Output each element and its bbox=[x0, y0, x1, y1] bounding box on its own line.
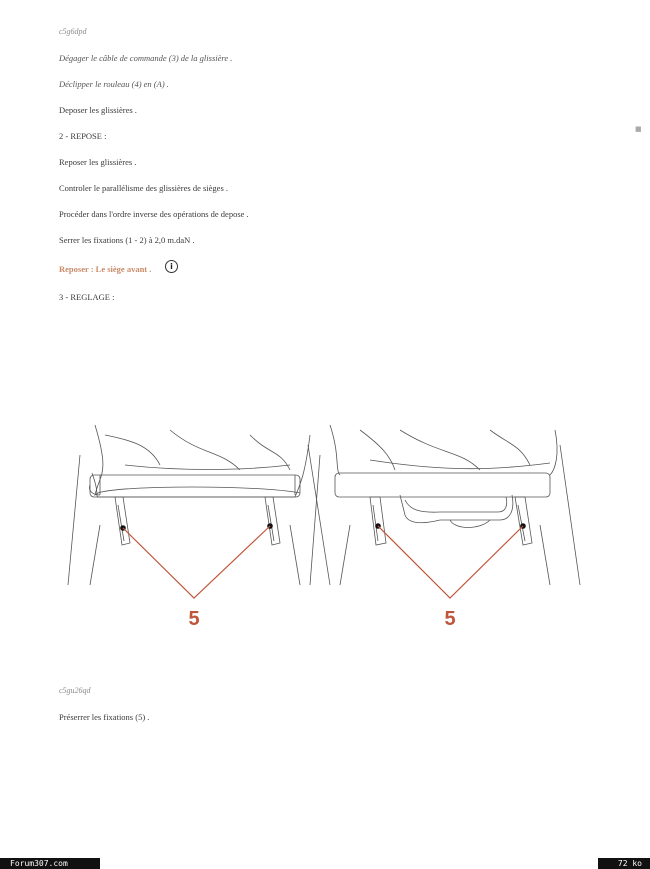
step-text: Reposer les glissières . bbox=[59, 157, 137, 167]
info-icon[interactable]: i bbox=[165, 260, 178, 273]
reference-code: c5gu26qd bbox=[59, 686, 91, 695]
section-heading-repose: 2 - REPOSE : bbox=[59, 131, 107, 141]
step-text: Dégager le câble de commande (3) de la glissière . bbox=[59, 53, 233, 63]
seat-rail-illustration bbox=[60, 415, 590, 630]
reference-code: c5g6dpd bbox=[59, 27, 87, 36]
site-label[interactable]: Forum307.com bbox=[0, 858, 100, 869]
footer-bar bbox=[0, 858, 650, 869]
scan-mark: ■ bbox=[635, 125, 642, 133]
reposer-siege-link[interactable]: Reposer : Le siège avant . bbox=[59, 264, 152, 274]
file-size-label: 72 ko bbox=[598, 858, 650, 869]
section-heading-reglage: 3 - REGLAGE : bbox=[59, 292, 115, 302]
step-text: Préserrer les fixations (5) . bbox=[59, 712, 150, 722]
callout-label: 5 bbox=[188, 608, 200, 630]
callout-label: 5 bbox=[444, 608, 456, 630]
step-text: Deposer les glissières . bbox=[59, 105, 137, 115]
step-text: Déclipper le rouleau (4) en (A) . bbox=[59, 79, 169, 89]
step-text: Controler le parallélisme des glissières de sièges . bbox=[59, 183, 229, 193]
step-text: Serrer les fixations (1 - 2) à 2,0 m.daN . bbox=[59, 235, 195, 245]
step-text: Procéder dans l'ordre inverse des opérations de depose . bbox=[59, 209, 249, 219]
